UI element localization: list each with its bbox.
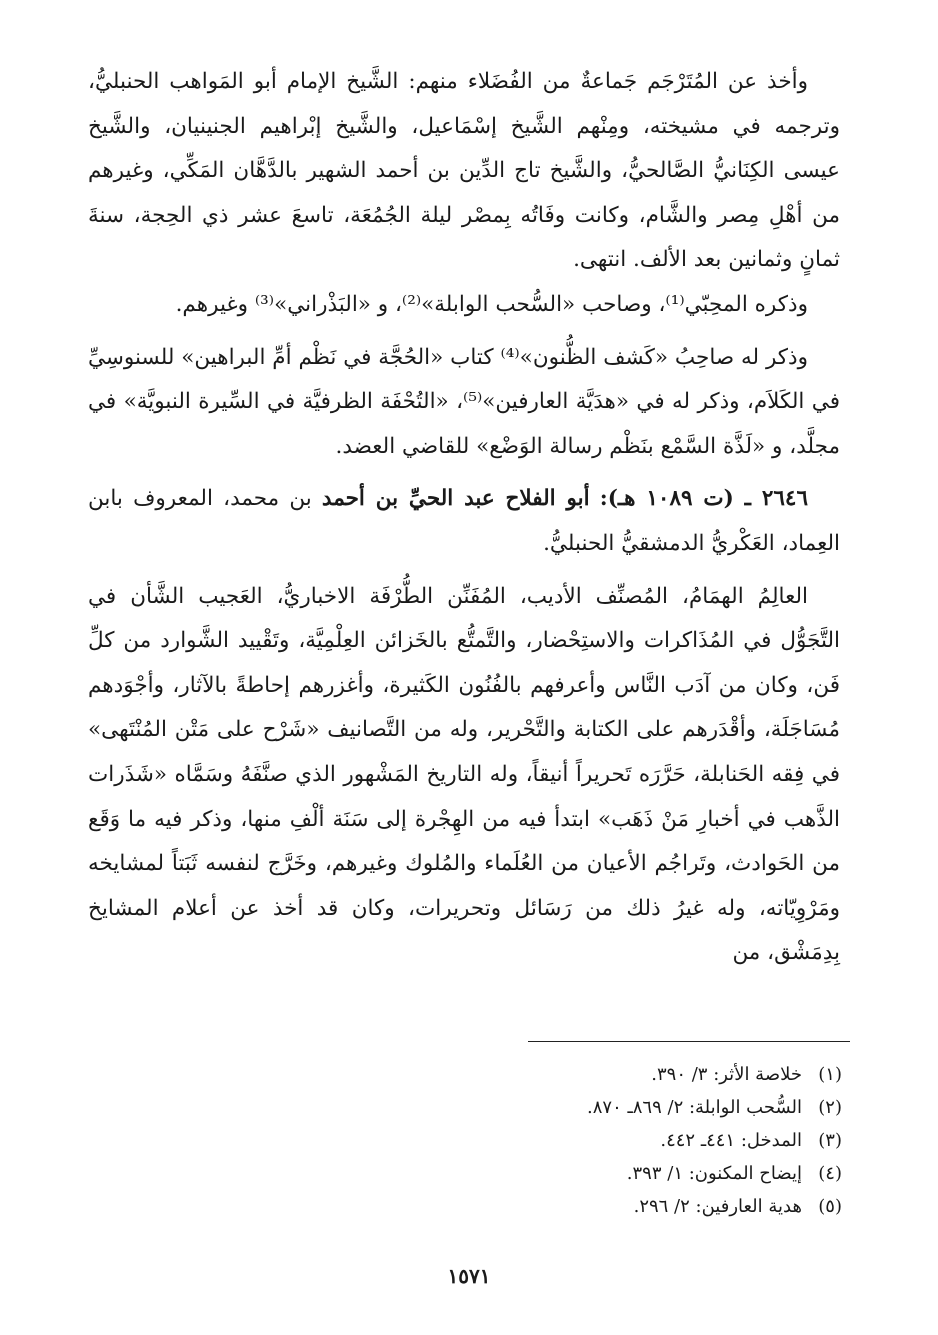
- entry-heading: [88, 477, 840, 566]
- footnote: [282, 1190, 842, 1223]
- footnote-text: خلاصة الأثر: ٣/ ٣٩٠.: [651, 1064, 802, 1085]
- footnote-text: السُّحب الوابلة: ٢/ ٨٦٩ـ ٨٧٠.: [587, 1097, 802, 1118]
- paragraph-students: وأخذ عن المُتَرْجَم جَماعةٌ من الفُضَلاء منهم: الشَّيخ الإمام أبو المَواهب الحنبليُّ، وترجمه في مشيخته، ومِنْهم الشَّيخ إسْمَاعيل، والشَّيخ إبْراهيم الجنينيان، والشَّيخ عيسى الكِنَانيُّ الصَّالحيُّ، والشَّيخ تاج الدِّين بن أحمد الشهير بالدَّهَّان المَكِّي، وغيرهم من أهْلِ مِصر والشَّام، وكانت وفَاتُه بِمصْر ليلة الجُمُعَة، تاسعَ عشر ذي الحِجة، سنةَ ثمانٍ وثمانين بعد الألف. انتهى.: [88, 69, 840, 273]
- footnote: [282, 1058, 842, 1091]
- footnote-text: هدية العارفين: ٢/ ٢٩٦.: [633, 1196, 802, 1217]
- spacer: [88, 567, 840, 575]
- footnote: [282, 1157, 842, 1190]
- footnote: [282, 1091, 842, 1124]
- paragraph-works: وذكر له صاحِبُ «كَشف الظُّنون»⁽⁴⁾ كتاب «الحُجَّة في نَظْم أمِّ البراهين» للسنوسِيِّ في الكَلاَم، وذكر له في «هدَيَّة العارفين»⁽⁵⁾، «التُحْفَة الظرفيَّة في السِّيرة النبويَّة» في مجلَّد، و «لَذَّة السَّمْع بنَظْم رسالة الوَضْع» للقاضي العضد.: [88, 344, 840, 459]
- entry-lineage: بن محمد، المعروف بابن العِماد، العَكْريُّ الدمشقيُّ الحنبليُّ.: [88, 486, 840, 556]
- spacer: [88, 469, 840, 477]
- page-body: [88, 60, 840, 976]
- footnote-text: المدخل: ٤٤١ـ ٤٤٢.: [660, 1130, 802, 1151]
- entry-number: ٢٦٤٦ ـ (ت ١٠٨٩ هـ):: [599, 486, 809, 512]
- page-number: ١٥٧١: [447, 1264, 491, 1288]
- footnote-number: (٤): [818, 1163, 842, 1184]
- entry-name: أبو الفلاح عبد الحيِّ بن أحمد: [321, 486, 590, 512]
- spacer: [88, 328, 840, 336]
- footnote: [282, 1124, 842, 1157]
- footnote-number: (١): [818, 1064, 842, 1085]
- footnotes: [282, 1058, 842, 1223]
- footnote-number: (٢): [818, 1097, 842, 1118]
- paragraph-biography: العالِمُ الهمَامُ، المُصنِّف الأديب، المُفَنِّن الطُّرْفَة الاخباريُّ، العَجيب الشَّأن في التَّجَوُّل في المُذَاكرات والاستِحْضار، والتَّمتُّع بالخَزائن العِلْمِيَّة، وتَقْييد الشَّوارد من كلِّ فَن، وكان من آدَب النَّاس وأعرفهم بالفُنُون الكَثيرة، وأغزرهم إحاطةً بالآثار، وأجْوَدهم مُسَاجَلَة، وأقْدَرهم على الكتابة والتَّحْرير، وله من التَّصانيف «شَرْح على مَتْن المُنْتَهى» في فِقه الحَنابلة، حَرَّرَه تَحريراً أنيقاً، وله التاريخ المَشْهور الذي صنَّفَهُ وسَمَّاه «شَذَرات الذَّهب في أخبارِ مَنْ ذَهَب» ابتدأ فيه من الهِجْرة إلى سَنَة ألْفِ منها، وذكر فيه ما وَقَع من الحَوادث، وتَراجُم الأعيان من العُلَماء والمُلوك وغيرهم، وخَرَّج لنفسه ثَبَتاً لمشايخه ومَرْوِيّاته، وله غيرُ ذلك من رَسَائل وتحريرات، وكان قد أخذ عن أعلام المشايخ بِدِمَشْق، من: [88, 583, 840, 966]
- paragraph-mentions: وذكره المحِبّي⁽¹⁾، وصاحب «السُّحب الوابلة»⁽²⁾، و «البَذْراني»⁽³⁾ وغيرهم.: [175, 291, 808, 317]
- footnote-text: إيضاح المكنون: ١/ ٣٩٣.: [626, 1163, 802, 1184]
- footnote-number: (٥): [818, 1196, 842, 1217]
- footnote-divider: [528, 1041, 850, 1042]
- footnote-number: (٣): [818, 1130, 842, 1151]
